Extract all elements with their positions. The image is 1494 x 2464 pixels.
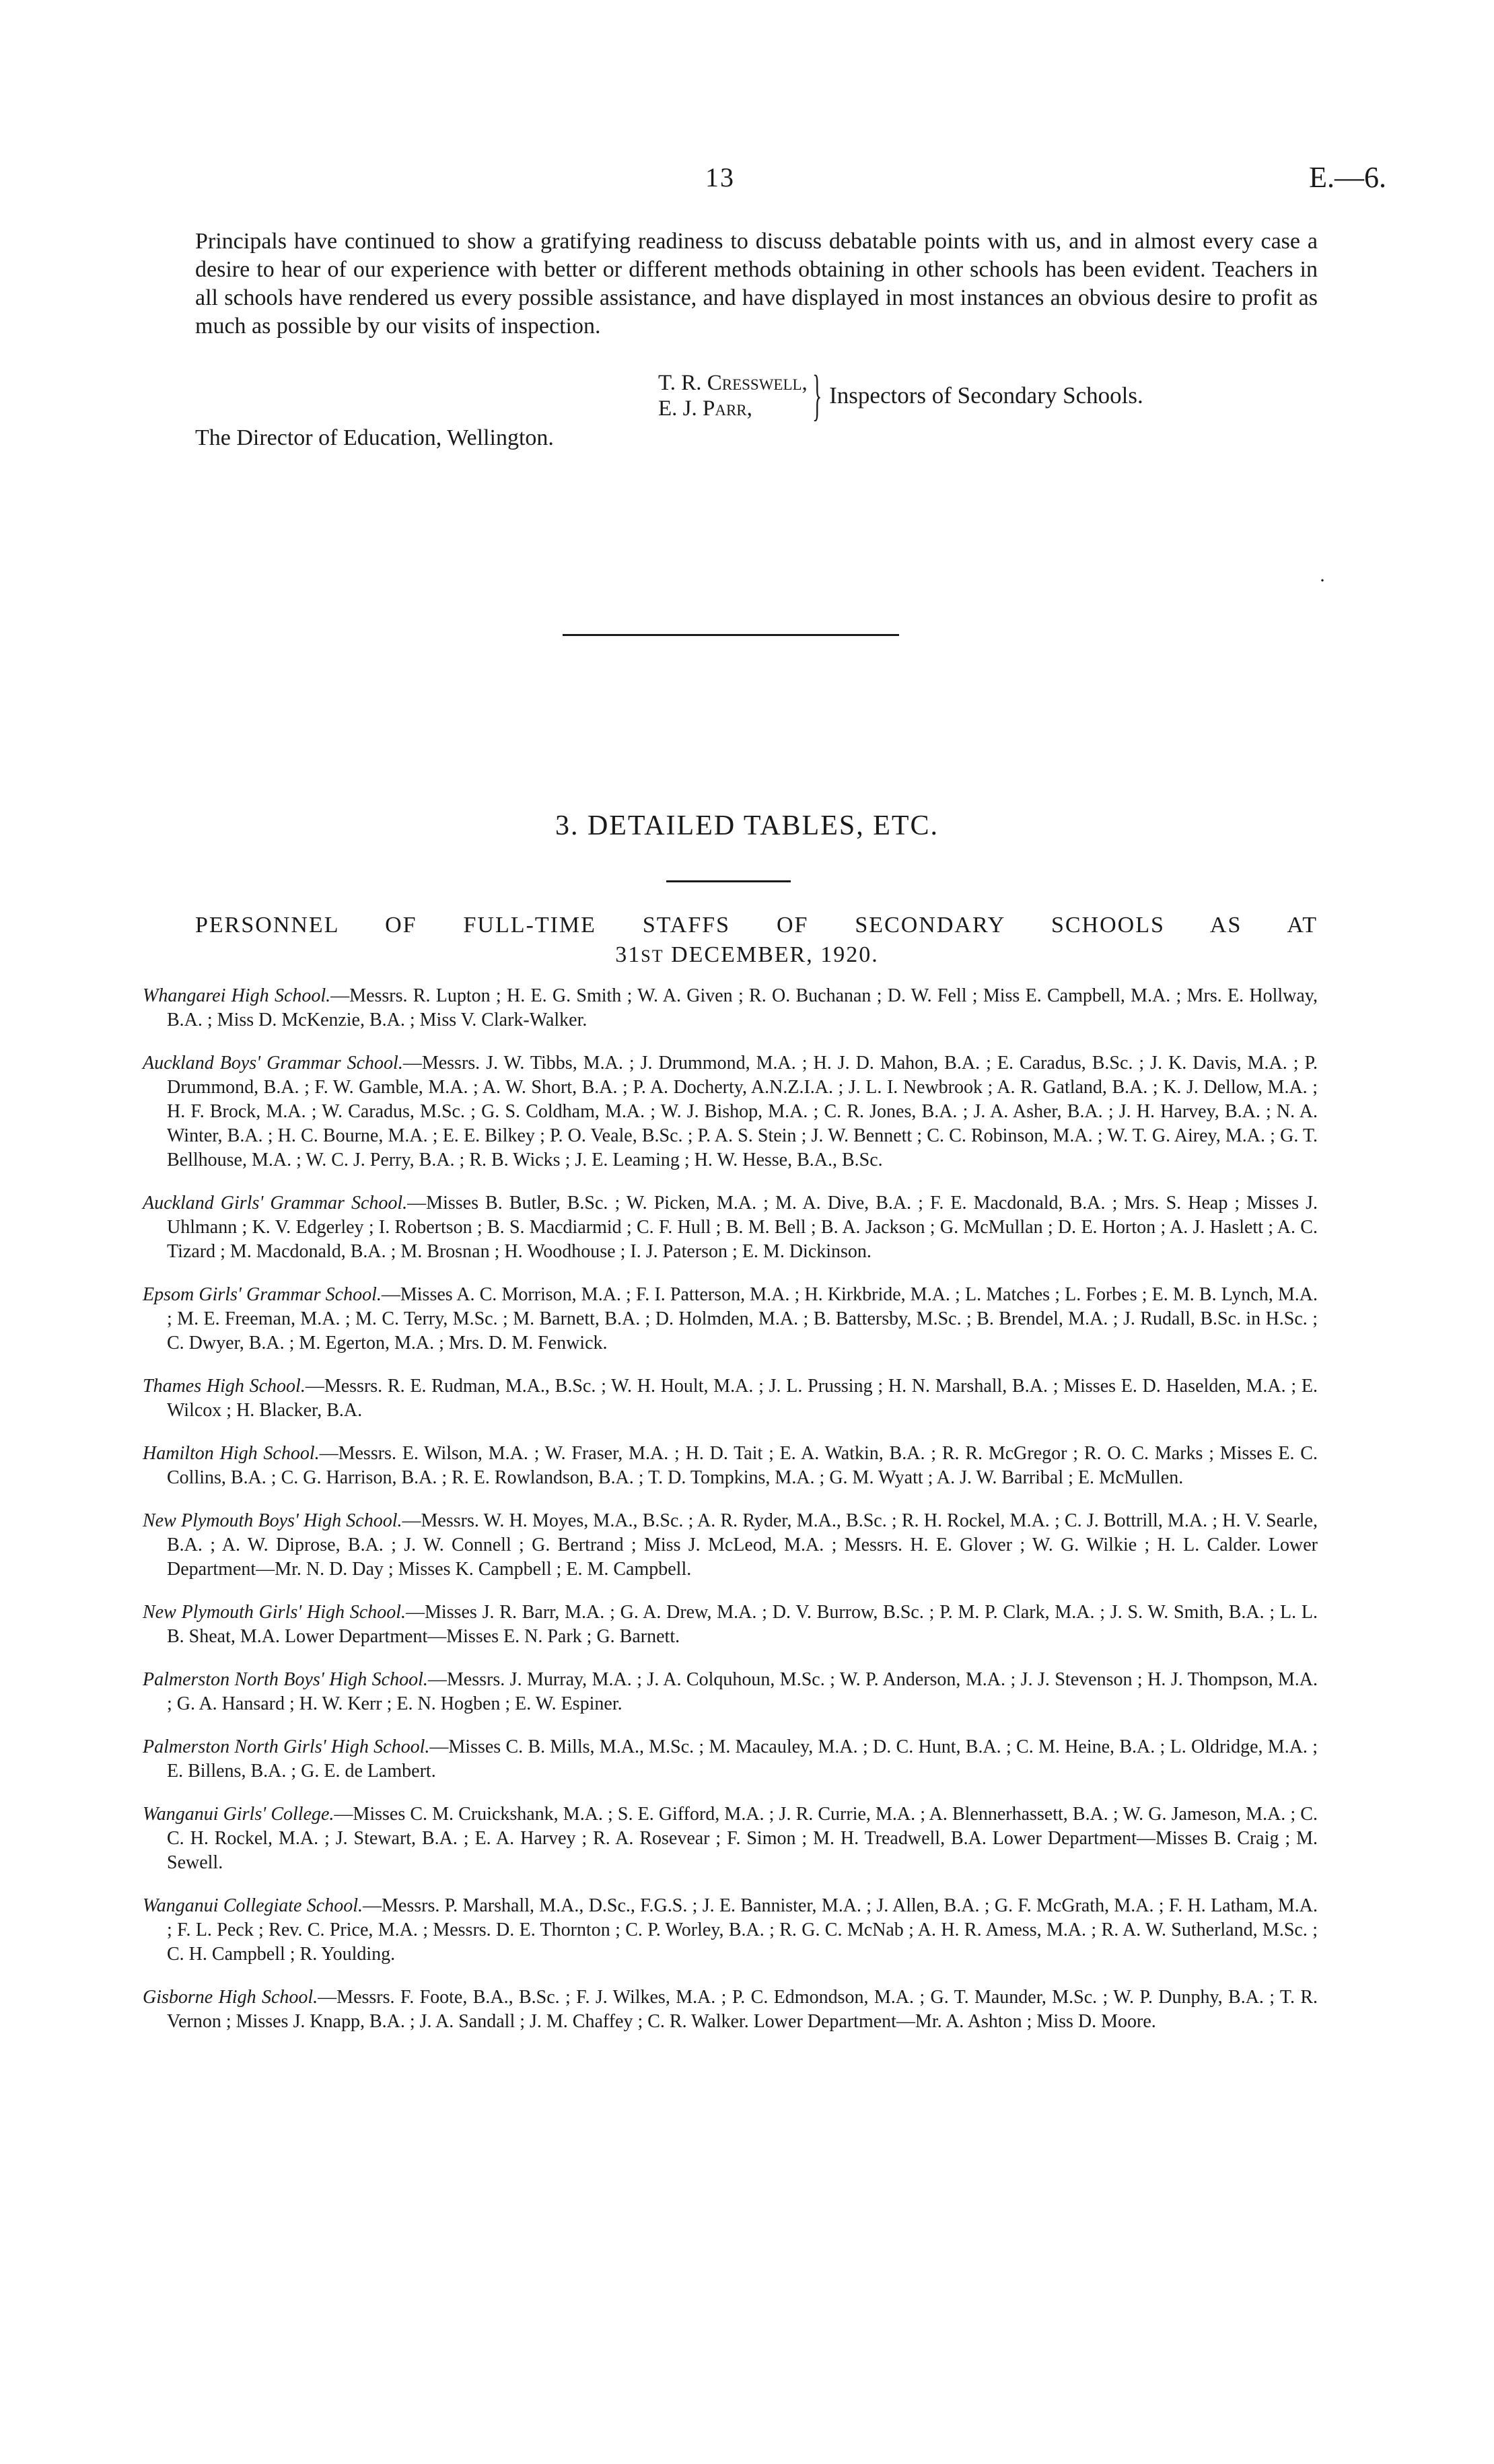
school-entry	[143, 1283, 1318, 1356]
signatory-role: Inspectors of Secondary Schools.	[829, 382, 1143, 409]
school-entry	[143, 1802, 1318, 1875]
school-name: Auckland Girls' Grammar School.	[143, 1193, 408, 1213]
subtitle-day: 31	[615, 942, 641, 967]
signatory-2: E. J. Parr,	[658, 396, 752, 421]
intro-paragraph-block	[195, 227, 1318, 341]
school-staff-list	[143, 984, 1318, 2053]
signature-block	[658, 364, 1143, 427]
school-staff: —Messrs. J. W. Tibbs, M.A. ; J. Drummond, M.A. ; H. J. D. Mahon, B.A. ; E. Caradus, B.Sc. ; J. K. Davis, M.A. ; P. Drummond, B.A. ; F. W. Gamble, M.A. ; A. W. Short, B.A. ; P. A. Docherty, A.N.Z.I.A. ; J. L. I. Newbrook ; A. R. Gatland, B.A. ; K. J. Dellow, M.A. ; H. F. Brock, M.A. ; W. Caradus, M.Sc. ; G. S. Coldham, M.A. ; W. J. Bishop, M.A. ; C. R. Jones, B.A. ; J. A. Asher, B.A. ; J. H. Harvey, B.A. ; N. A. Winter, B.A. ; H. C. Bourne, M.A. ; E. E. Bilkey ; P. O. Veale, B.Sc. ; P. A. S. Stein ; J. W. Bennett ; C. C. Robinson, M.A. ; W. T. G. Airey, M.A. ; G. T. Bellhouse, M.A. ; W. C. J. Perry, B.A. ; R. B. Wicks ; J. E. Leaming ; H. W. Hesse, B.A., B.Sc.	[167, 1053, 1318, 1170]
section-title: 3. DETAILED TABLES, ETC.	[555, 810, 939, 841]
subtitle-line-1: PERSONNEL OF FULL-TIME STAFFS OF SECONDARY SCHOOLS AS AT	[195, 913, 1318, 938]
school-entry	[143, 1442, 1318, 1490]
school-entry	[143, 1374, 1318, 1423]
school-name: Gisborne High School.	[143, 1987, 318, 2008]
signatory-1: T. R. Cresswell,	[658, 371, 808, 395]
signatory-names	[658, 370, 808, 421]
school-name: Wanganui Collegiate School.	[143, 1895, 363, 1916]
school-name: Epsom Girls' Grammar School.	[143, 1284, 382, 1305]
school-entry	[143, 984, 1318, 1032]
school-staff: —Messrs. R. E. Rudman, M.A., B.Sc. ; W. H. Hoult, M.A. ; J. L. Prussing ; H. N. Marshall, B.A. ; Misses E. D. Haselden, M.A. ; E. Wilcox ; H. Blacker, B.A.	[167, 1376, 1318, 1421]
school-staff: —Messrs. E. Wilson, M.A. ; W. Fraser, M.A. ; H. D. Tait ; E. A. Watkin, B.A. ; R. R. McGregor ; R. O. C. Marks ; Misses E. C. Collins, B.A. ; C. G. Harrison, B.A. ; R. E. Rowlandson, B.A. ; T. D. Tompkins, M.A. ; G. M. Wyatt ; A. J. W. Barribal ; E. McMullen.	[167, 1443, 1318, 1488]
school-entry	[143, 1894, 1318, 1967]
page-number: 13	[705, 162, 735, 192]
school-name: Thames High School.	[143, 1376, 306, 1397]
intro-paragraph: Principals have continued to show a gratifying readiness to discuss debatable points with us, and in almost every case a desire to hear of our experience with better or different methods obtaining in other schools has been evident. Teachers in all schools have rendered us every possible assistance, and have displayed in most instances an obvious desire to profit as much as possible by our visits of inspection.	[195, 229, 1318, 339]
document-reference: E.—6.	[1309, 161, 1386, 194]
school-staff: —Misses C. M. Cruickshank, M.A. ; S. E. Gifford, M.A. ; J. R. Currie, M.A. ; A. Blennerhassett, B.A. ; W. G. Jameson, M.A. ; C. C. H. Rockel, M.A. ; J. Stewart, B.A. ; E. A. Harvey ; R. A. Rosevear ; F. Simon ; M. H. Treadwell, B.A. Lower Department—Misses B. Craig ; M. Sewell.	[167, 1804, 1318, 1873]
school-staff: —Misses J. R. Barr, M.A. ; G. A. Drew, M.A. ; D. V. Burrow, B.Sc. ; P. M. P. Clark, M.A. ; J. S. W. Smith, B.A. ; L. L. B. Sheat, M.A. Lower Department—Misses E. N. Park ; G. Barnett.	[167, 1602, 1318, 1647]
title-underline	[666, 880, 791, 882]
school-name: Wanganui Girls' College.	[143, 1804, 334, 1825]
subtitle-line-2	[0, 942, 1494, 968]
school-name: Palmerston North Boys' High School.	[143, 1669, 428, 1690]
subtitle-date-rest: DECEMBER, 1920.	[664, 942, 879, 967]
school-name: Hamilton High School.	[143, 1443, 320, 1464]
stray-mark: ·	[1319, 569, 1326, 592]
school-staff: —Messrs. P. Marshall, M.A., D.Sc., F.G.S. ; J. E. Bannister, M.A. ; J. Allen, B.A. ; G. F. McGrath, M.A. ; F. H. Latham, M.A. ; F. L. Peck ; Rev. C. Price, M.A. ; Messrs. D. E. Thornton ; C. P. Worley, B.A. ; R. G. C. McNab ; A. H. R. Amess, M.A. ; R. A. W. Sutherland, M.Sc. ; C. H. Campbell ; R. Youlding.	[167, 1895, 1318, 1965]
school-staff: —Misses B. Butler, B.Sc. ; W. Picken, M.A. ; M. A. Dive, B.A. ; F. E. Macdonald, B.A. ; Mrs. S. Heap ; Misses J. Uhlmann ; K. V. Edgerley ; I. Robertson ; B. S. Macdiarmid ; C. F. Hull ; B. M. Bell ; B. A. Jackson ; G. McMullan ; D. E. Horton ; A. J. Haslett ; A. C. Tizard ; M. Macdonald, B.A. ; M. Brosnan ; H. Woodhouse ; I. J. Paterson ; E. M. Dickinson.	[167, 1193, 1318, 1262]
school-name: Auckland Boys' Grammar School.	[143, 1053, 403, 1073]
school-staff: —Messrs. F. Foote, B.A., B.Sc. ; F. J. Wilkes, M.A. ; P. C. Edmondson, M.A. ; G. T. Maunder, M.Sc. ; W. P. Dunphy, B.A. ; T. R. Vernon ; Misses J. Knapp, B.A. ; J. A. Sandall ; J. M. Chaffey ; C. R. Walker. Lower Department—Mr. A. Ashton ; Miss D. Moore.	[167, 1987, 1318, 2032]
school-staff: —Messrs. W. H. Moyes, M.A., B.Sc. ; A. R. Ryder, M.A., B.Sc. ; R. H. Rockel, M.A. ; C. J. Bottrill, M.A. ; H. V. Searle, B.A. ; A. W. Diprose, B.A. ; J. W. Connell ; G. Bertrand ; Miss J. McLeod, M.A. ; Messrs. H. E. Glover ; W. G. Wilkie ; H. L. Calder. Lower Department—Mr. N. D. Day ; Misses K. Campbell ; E. M. Campbell.	[167, 1510, 1318, 1580]
school-name: New Plymouth Boys' High School.	[143, 1510, 402, 1531]
school-entry	[143, 1735, 1318, 1784]
school-entry	[143, 1668, 1318, 1716]
school-entry	[143, 1051, 1318, 1172]
addressee: The Director of Education, Wellington.	[195, 425, 554, 450]
brace-glyph: }	[812, 364, 822, 427]
school-staff: —Messrs. R. Lupton ; H. E. G. Smith ; W. A. Given ; R. O. Buchanan ; D. W. Fell ; Miss E. Campbell, M.A. ; Mrs. E. Hollway, B.A. ; Miss D. McKenzie, B.A. ; Miss V. Clark-Walker.	[167, 985, 1318, 1030]
school-entry	[143, 1600, 1318, 1649]
school-name: Palmerston North Girls' High School.	[143, 1736, 430, 1757]
section-divider	[563, 634, 899, 636]
school-entry	[143, 1191, 1318, 1264]
school-staff: —Misses A. C. Morrison, M.A. ; F. I. Patterson, M.A. ; H. Kirkbride, M.A. ; L. Matches ; L. Forbes ; E. M. B. Lynch, M.A. ; M. E. Freeman, M.A. ; M. C. Terry, M.Sc. ; M. Barnett, B.A. ; D. Holmden, M.A. ; B. Battersby, M.Sc. ; B. Brendel, M.A. ; J. Rudall, B.Sc. in H.Sc. ; C. Dwyer, B.A. ; M. Egerton, M.A. ; Mrs. D. M. Fenwick.	[167, 1284, 1318, 1353]
subtitle-day-suffix: ST	[641, 946, 664, 966]
school-entry	[143, 1509, 1318, 1582]
school-name: Whangarei High School.	[143, 985, 331, 1006]
school-staff: —Misses C. B. Mills, M.A., M.Sc. ; M. Macauley, M.A. ; D. C. Hunt, B.A. ; C. M. Heine, B.A. ; L. Oldridge, M.A. ; E. Billens, B.A. ; G. E. de Lambert.	[167, 1736, 1318, 1782]
school-name: New Plymouth Girls' High School.	[143, 1602, 406, 1623]
school-entry	[143, 1985, 1318, 2034]
school-staff: —Messrs. J. Murray, M.A. ; J. A. Colquhoun, M.Sc. ; W. P. Anderson, M.A. ; J. J. Stevenson ; H. J. Thompson, M.A. ; G. A. Hansard ; H. W. Kerr ; E. N. Hogben ; E. W. Espiner.	[167, 1669, 1318, 1714]
